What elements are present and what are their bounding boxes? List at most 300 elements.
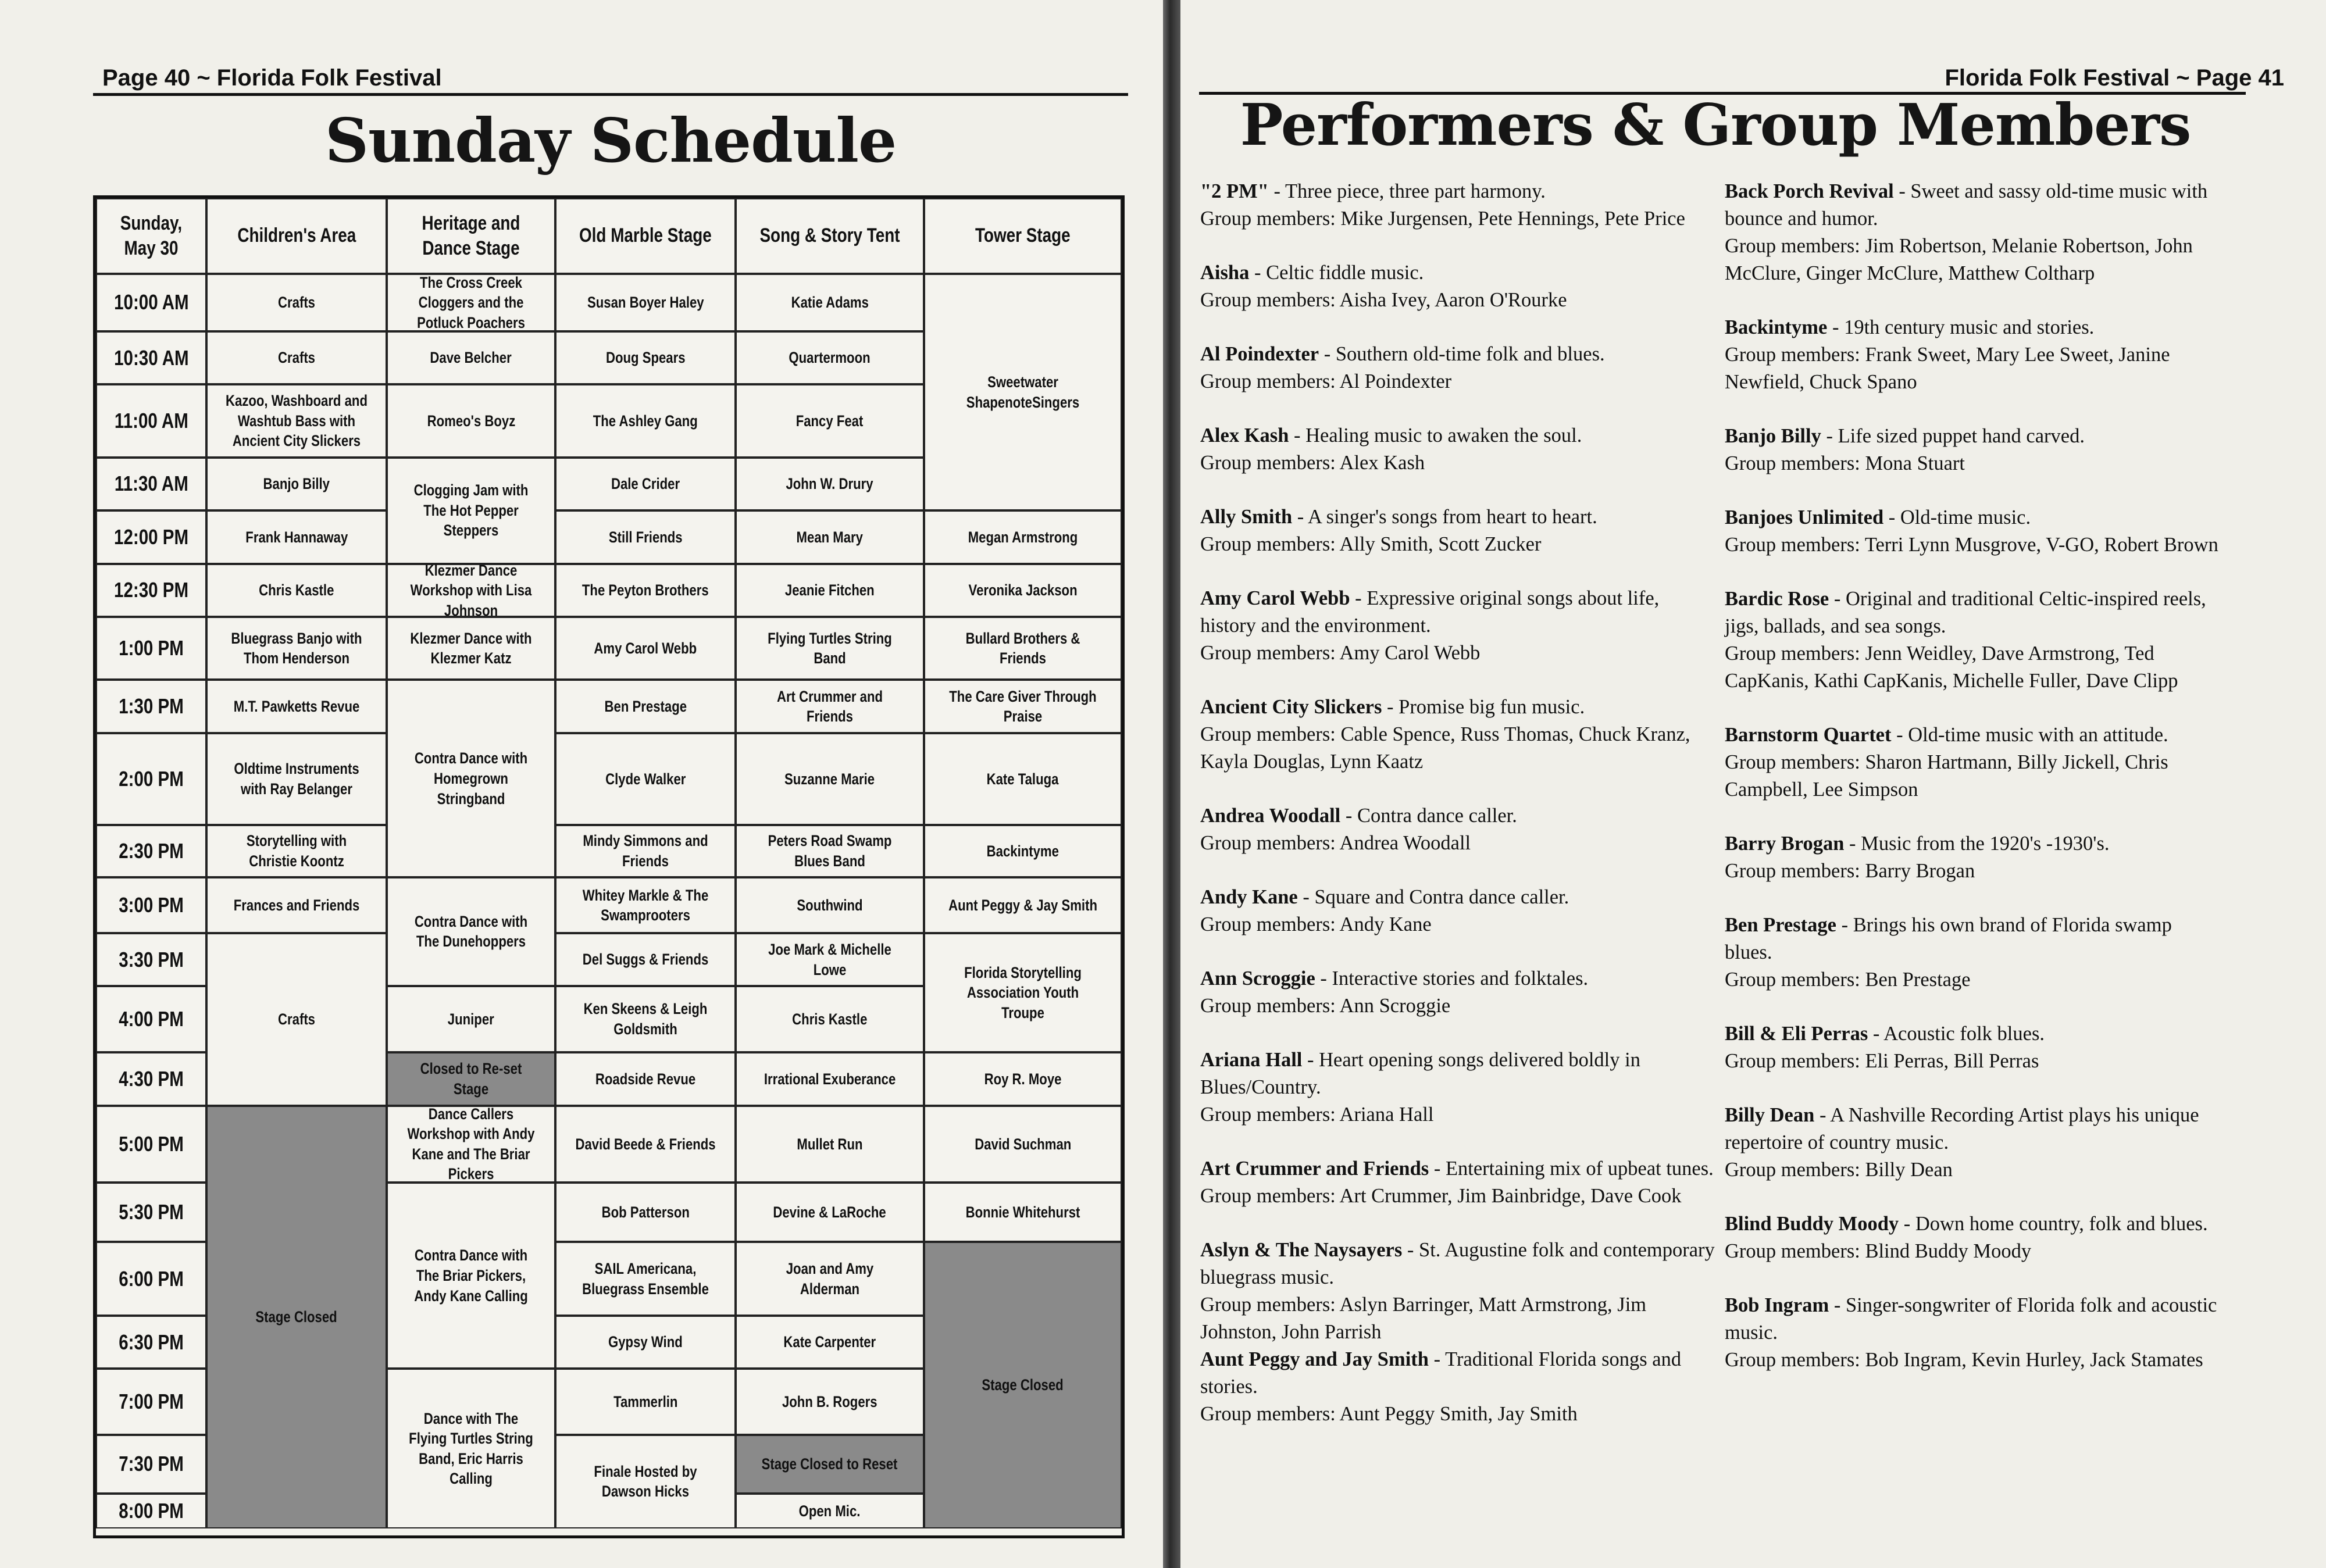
- schedule-event: [555, 933, 736, 985]
- group-members: Group members: Ariana Hall: [1200, 1103, 1434, 1126]
- schedule-event-label: Ken Skeens & Leigh Goldsmith: [583, 1000, 708, 1038]
- schedule-event: [206, 331, 387, 385]
- performer-description: - Brings his own brand of Florida swamp blues.: [1725, 914, 2172, 963]
- stage-closed-block-label: Stage Closed: [982, 1376, 1064, 1394]
- time-slot: [96, 1242, 206, 1315]
- schedule-event: [924, 1106, 1122, 1183]
- schedule-event-label: Mindy Simmons and Friends: [583, 832, 708, 870]
- performers-column-right: [1725, 178, 2219, 1401]
- schedule-event-label: Tammerlin: [613, 1392, 678, 1410]
- performer-name: Al Poindexter: [1200, 343, 1319, 365]
- schedule-event-label: Sweetwater ShapenoteSingers: [966, 373, 1080, 411]
- schedule-event-label: Bluegrass Banjo with Thom Henderson: [231, 629, 362, 667]
- schedule-event: [924, 933, 1122, 1052]
- schedule-event: [387, 274, 555, 331]
- schedule-event: [736, 825, 924, 877]
- performer-name: Barry Brogan: [1725, 833, 1845, 855]
- time-slot-label: 12:30 PM: [114, 578, 188, 602]
- time-slot-label: 7:30 PM: [119, 1452, 184, 1476]
- performer-description: - Traditional Florida songs and stories.: [1200, 1348, 1682, 1398]
- performer-name: Aslyn & The Naysayers: [1200, 1239, 1403, 1261]
- schedule-event: [555, 510, 736, 564]
- stage-header: [736, 198, 924, 274]
- time-slot-label: 2:30 PM: [119, 838, 184, 863]
- group-members: Group members: Art Crummer, Jim Bainbridge, Dave Cook: [1200, 1185, 1682, 1207]
- schedule-event: [736, 933, 924, 985]
- time-slot-label: 10:30 AM: [113, 345, 189, 370]
- schedule-event: [736, 1316, 924, 1369]
- performer-description: - Contra dance caller.: [1340, 805, 1517, 827]
- performer-entry: [1725, 585, 2219, 695]
- group-members: Group members: Ann Scroggie: [1200, 995, 1451, 1017]
- performer-entry: [1725, 314, 2219, 396]
- time-slot-label: 3:00 PM: [119, 893, 184, 917]
- performer-name: Andy Kane: [1200, 886, 1298, 908]
- schedule-event: [206, 877, 387, 933]
- schedule-event: [736, 510, 924, 564]
- schedule-event-label: The Ashley Gang: [593, 412, 698, 430]
- schedule-event-label: John W. Drury: [786, 475, 874, 493]
- time-slot-label: 11:30 AM: [114, 472, 188, 496]
- schedule-event: [387, 331, 555, 385]
- time-slot: [96, 564, 206, 617]
- stage-closed-block: [206, 1106, 387, 1528]
- right-running-head: Florida Folk Festival ~ Page 41: [1945, 65, 2284, 91]
- schedule-event-label: Devine & LaRoche: [773, 1203, 887, 1221]
- performer-name: Ally Smith: [1200, 506, 1293, 528]
- performer-entry: [1200, 1237, 1718, 1346]
- performer-name: Amy Carol Webb: [1200, 587, 1350, 609]
- time-slot: [96, 510, 206, 564]
- time-slot: [96, 1106, 206, 1183]
- performer-description: - A Nashville Recording Artist plays his unique repertoire of country music.: [1725, 1104, 2199, 1153]
- schedule-event: [206, 680, 387, 733]
- schedule-event-label: Susan Boyer Haley: [587, 294, 704, 312]
- performer-name: Barnstorm Quartet: [1725, 724, 1892, 746]
- schedule-event: [555, 986, 736, 1052]
- schedule-event-label: Klezmer Dance with Klezmer Katz: [410, 629, 532, 667]
- time-slot: [96, 1369, 206, 1434]
- group-members: Group members: Mike Jurgensen, Pete Hennings, Pete Price: [1200, 208, 1685, 230]
- time-slot: [96, 331, 206, 385]
- schedule-event: [555, 617, 736, 680]
- schedule-event-label: Art Crummer and Friends: [776, 687, 883, 726]
- performer-name: Backintyme: [1725, 316, 1828, 338]
- schedule-event: [555, 458, 736, 511]
- time-slot: [96, 458, 206, 511]
- schedule-event-label: Roy R. Moye: [984, 1070, 1062, 1088]
- schedule-event: [924, 274, 1122, 510]
- performer-description: - Music from the 1920's -1930's.: [1844, 833, 2110, 855]
- schedule-event: [206, 384, 387, 457]
- performer-name: Ben Prestage: [1725, 914, 1836, 936]
- schedule-event: [736, 458, 924, 511]
- performer-name: Back Porch Revival: [1725, 180, 1894, 202]
- schedule-event: [924, 825, 1122, 877]
- group-members: Group members: Aisha Ivey, Aaron O'Rourke: [1200, 289, 1567, 311]
- schedule-event-label: Kazoo, Washboard and Washtub Bass with Ancient City Slickers: [226, 392, 368, 450]
- performer-entry: [1725, 423, 2219, 477]
- group-members: Group members: Andy Kane: [1200, 913, 1432, 935]
- performer-name: Art Crummer and Friends: [1200, 1158, 1429, 1180]
- performer-description: - Square and Contra dance caller.: [1297, 886, 1569, 908]
- time-slot: [96, 733, 206, 825]
- time-slot-label: 4:30 PM: [119, 1066, 184, 1091]
- schedule-event-label: Del Suggs & Friends: [582, 951, 709, 969]
- schedule-event: [387, 986, 555, 1052]
- schedule-event-label: Clogging Jam with The Hot Pepper Steppers: [413, 481, 529, 540]
- schedule-event: [387, 617, 555, 680]
- schedule-event: [924, 733, 1122, 825]
- group-members: Group members: Ally Smith, Scott Zucker: [1200, 533, 1542, 555]
- performer-entry: [1200, 802, 1718, 857]
- performer-description: - Expressive original songs about life, history and the environment.: [1200, 587, 1660, 637]
- performer-name: Ariana Hall: [1200, 1049, 1303, 1071]
- performer-name: Bardic Rose: [1725, 588, 1829, 610]
- performer-description: - Three piece, three part harmony.: [1268, 180, 1546, 202]
- stage-header-label: Heritage and Dance Stage: [422, 212, 520, 260]
- schedule-event-label: Bonnie Whitehurst: [965, 1203, 1080, 1221]
- performer-entry: [1725, 1292, 2219, 1374]
- schedule-event: [736, 564, 924, 617]
- schedule-event: [555, 1052, 736, 1106]
- group-members: Group members: Amy Carol Webb: [1200, 642, 1480, 664]
- time-slot: [96, 1052, 206, 1106]
- schedule-event-label: Katie Adams: [791, 294, 869, 312]
- stage-header: [387, 198, 555, 274]
- schedule-event-label: Clyde Walker: [605, 770, 686, 788]
- stage-closed-block: [387, 1052, 555, 1106]
- schedule-event-label: Open Mic.: [799, 1502, 861, 1520]
- performer-description: - Original and traditional Celtic-inspired reels, jigs, ballads, and sea songs.: [1725, 588, 2206, 637]
- schedule-event: [924, 1052, 1122, 1106]
- schedule-event: [387, 561, 555, 619]
- schedule-event-label: Gypsy Wind: [608, 1333, 683, 1351]
- schedule-event: [736, 331, 924, 385]
- performer-description: - Singer-songwriter of Florida folk and acoustic music.: [1725, 1294, 2217, 1344]
- group-members: Group members: Frank Sweet, Mary Lee Sweet, Janine Newfield, Chuck Spano: [1725, 344, 2170, 393]
- schedule-event: [555, 1369, 736, 1434]
- schedule-event-label: Florida Storytelling Association Youth Troupe: [964, 963, 1082, 1022]
- schedule-event: [736, 1494, 924, 1528]
- group-members: Group members: Eli Perras, Bill Perras: [1725, 1050, 2039, 1072]
- group-members: Group members: Billy Dean: [1725, 1159, 1953, 1181]
- performer-entry: [1725, 1102, 2219, 1184]
- schedule-event: [206, 825, 387, 877]
- performer-description: - Down home country, folk and blues.: [1899, 1213, 2208, 1235]
- schedule-event: [736, 384, 924, 457]
- performer-name: Alex Kash: [1200, 424, 1289, 447]
- stage-closed-block: [924, 1242, 1122, 1528]
- time-slot: [96, 274, 206, 331]
- schedule-event-label: Southwind: [797, 896, 863, 914]
- schedule-event-label: Crafts: [278, 294, 315, 312]
- schedule-event: [555, 564, 736, 617]
- performer-entry: [1200, 178, 1718, 233]
- performer-entry: [1725, 830, 2219, 885]
- schedule-event-label: Aunt Peggy & Jay Smith: [948, 896, 1097, 914]
- stage-header: [555, 198, 736, 274]
- time-slot-label: 12:00 PM: [114, 524, 188, 549]
- schedule-event: [206, 458, 387, 511]
- performer-description: - Old-time music.: [1883, 506, 2031, 528]
- performer-name: "2 PM": [1200, 180, 1269, 202]
- schedule-event-label: Dale Crider: [611, 475, 680, 493]
- performer-name: Bob Ingram: [1725, 1294, 1829, 1316]
- schedule-event-label: Joe Mark & Michelle Lowe: [768, 941, 891, 978]
- time-slot: [96, 680, 206, 733]
- group-members: Group members: Blind Buddy Moody: [1725, 1240, 2032, 1262]
- schedule-event: [555, 877, 736, 933]
- performer-entry: [1200, 1046, 1718, 1128]
- performer-name: Banjo Billy: [1725, 425, 1821, 447]
- performer-entry: [1725, 504, 2219, 559]
- schedule-event-label: Dave Belcher: [430, 349, 512, 367]
- schedule-event-label: Bullard Brothers & Friends: [965, 629, 1080, 667]
- time-slot: [96, 384, 206, 457]
- schedule-event-label: David Beede & Friends: [575, 1135, 716, 1153]
- time-slot-label: 10:00 AM: [113, 290, 189, 315]
- time-slot: [96, 1494, 206, 1528]
- schedule-event: [736, 1183, 924, 1242]
- schedule-event-label: Fancy Feat: [796, 412, 864, 430]
- schedule-event-label: Flying Turtles String Band: [768, 629, 892, 667]
- performer-entry: [1200, 965, 1718, 1020]
- schedule-event: [555, 274, 736, 331]
- performer-name: Andrea Woodall: [1200, 805, 1341, 827]
- performer-description: - Interactive stories and folktales.: [1315, 967, 1589, 990]
- schedule-event-label: Mullet Run: [797, 1135, 863, 1153]
- performers-title: Performers & Group Members: [1240, 92, 2191, 159]
- performer-entry: [1200, 503, 1718, 558]
- schedule-event: [387, 877, 555, 986]
- performer-entry: [1725, 1210, 2219, 1265]
- schedule-corner-label: [96, 198, 206, 274]
- group-members: Group members: Terri Lynn Musgrove, V-GO, Robert Brown: [1725, 534, 2218, 556]
- page-gutter: [1163, 0, 1180, 1568]
- performer-description: - Heart opening songs delivered boldly in Blues/Country.: [1200, 1049, 1640, 1098]
- schedule-event-label: Chris Kastle: [259, 581, 334, 599]
- schedule-event: [924, 564, 1122, 617]
- schedule-event: [206, 510, 387, 564]
- time-slot: [96, 877, 206, 933]
- schedule-event-label: John B. Rogers: [782, 1392, 877, 1410]
- performer-entry: [1200, 341, 1718, 395]
- schedule-event-label: Frances and Friends: [233, 896, 360, 914]
- schedule-event-label: Contra Dance with Homegrown Stringband: [414, 749, 528, 808]
- schedule-event: [206, 933, 387, 1105]
- schedule-event-label: The Peyton Brothers: [582, 581, 709, 599]
- performer-description: - A singer's songs from heart to heart.: [1292, 506, 1597, 528]
- stage-closed-block: [736, 1435, 924, 1494]
- time-slot-label: 4:00 PM: [119, 1006, 184, 1031]
- schedule-event: [555, 825, 736, 877]
- time-slot-label: 5:30 PM: [119, 1200, 184, 1224]
- performer-description: - Entertaining mix of upbeat tunes.: [1429, 1158, 1714, 1180]
- schedule-title: Sunday Schedule: [324, 105, 897, 176]
- schedule-event: [387, 1106, 555, 1183]
- performer-entry: [1200, 422, 1718, 477]
- right-page: [1180, 0, 2326, 1568]
- schedule-event-label: Kate Carpenter: [783, 1333, 876, 1351]
- group-members: Group members: Mona Stuart: [1725, 452, 1965, 474]
- schedule-event: [555, 1106, 736, 1183]
- schedule-event-label: Still Friends: [608, 528, 683, 546]
- performer-entry: [1725, 178, 2219, 287]
- time-slot: [96, 1183, 206, 1242]
- stage-header-label: Children's Area: [237, 224, 356, 247]
- time-slot-label: 3:30 PM: [119, 947, 184, 971]
- schedule-event: [736, 986, 924, 1052]
- left-running-head: Page 40 ~ Florida Folk Festival: [102, 65, 442, 91]
- time-slot-label: 5:00 PM: [119, 1131, 184, 1156]
- stage-header-label: Tower Stage: [975, 224, 1071, 247]
- stage-header: [206, 198, 387, 274]
- group-members: Group members: Ben Prestage: [1725, 969, 1971, 991]
- group-members: Group members: Jenn Weidley, Dave Armstrong, Ted CapKanis, Kathi CapKanis, Michelle Fuller, Dave Clipp: [1725, 642, 2178, 692]
- performer-name: Aisha: [1200, 262, 1250, 284]
- schedule-event: [924, 510, 1122, 564]
- time-slot-label: 6:30 PM: [119, 1330, 184, 1354]
- left-header-rule: [93, 93, 1128, 96]
- schedule-corner-label-label: Sunday, May 30: [120, 212, 183, 260]
- group-members: Group members: Barry Brogan: [1725, 860, 1975, 882]
- schedule-event: [387, 1369, 555, 1528]
- schedule-event-label: Quartermoon: [789, 349, 871, 367]
- time-slot-label: 8:00 PM: [119, 1498, 184, 1523]
- group-members: Group members: Andrea Woodall: [1200, 832, 1471, 854]
- schedule-event: [924, 877, 1122, 933]
- time-slot-label: 1:30 PM: [119, 694, 184, 719]
- schedule-event-label: Jeanie Fitchen: [785, 581, 875, 599]
- stage-header: [924, 198, 1122, 274]
- schedule-event-label: Mean Mary: [796, 528, 864, 546]
- time-slot-label: 7:00 PM: [119, 1389, 184, 1413]
- schedule-event-label: Klezmer Dance Workshop with Lisa Johnson: [410, 561, 532, 619]
- schedule-event-label: Doug Spears: [605, 349, 686, 367]
- performer-description: - 19th century music and stories.: [1827, 316, 2095, 338]
- schedule-event-label: Amy Carol Webb: [594, 640, 697, 657]
- group-members: Group members: Cable Spence, Russ Thomas, Chuck Kranz, Kayla Douglas, Lynn Kaatz: [1200, 723, 1690, 773]
- time-slot: [96, 825, 206, 877]
- schedule-event-label: Contra Dance with The Briar Pickers, Andy Kane Calling: [414, 1246, 528, 1305]
- time-slot-label: 11:00 AM: [114, 408, 188, 433]
- schedule-event-label: Whitey Markle & The Swamprooters: [582, 886, 709, 924]
- schedule-event-label: Veronika Jackson: [968, 581, 1078, 599]
- schedule-event-label: Frank Hannaway: [245, 528, 348, 546]
- schedule-event-label: Crafts: [278, 349, 315, 367]
- time-slot: [96, 617, 206, 680]
- time-slot-label: 6:00 PM: [119, 1266, 184, 1291]
- schedule-event: [555, 1316, 736, 1369]
- schedule-event-label: Megan Armstrong: [968, 528, 1078, 546]
- schedule-event-label: Juniper: [448, 1010, 494, 1028]
- schedule-event-label: Kate Taluga: [987, 770, 1059, 788]
- schedule-event-label: Finale Hosted by Dawson Hicks: [594, 1462, 697, 1501]
- schedule-event-label: Backintyme: [986, 842, 1059, 860]
- stage-closed-block-label: Stage Closed to Reset: [762, 1455, 898, 1473]
- group-members: Group members: Alex Kash: [1200, 452, 1425, 474]
- schedule-event: [736, 274, 924, 331]
- performer-entry: [1200, 585, 1718, 667]
- schedule-event: [387, 384, 555, 457]
- performers-column-left: [1200, 178, 1718, 1455]
- schedule-event: [924, 617, 1122, 680]
- stage-header-label: Old Marble Stage: [579, 224, 712, 247]
- performer-entry: [1200, 884, 1718, 938]
- schedule-event: [555, 384, 736, 457]
- time-slot: [96, 1316, 206, 1369]
- schedule-event-label: Ben Prestage: [604, 697, 687, 715]
- schedule-event: [206, 733, 387, 825]
- group-members: Group members: Jim Robertson, Melanie Robertson, John McClure, Ginger McClure, Matthew Coltharp: [1725, 235, 2193, 284]
- schedule-event-label: Chris Kastle: [792, 1010, 868, 1028]
- performer-description: - Life sized puppet hand carved.: [1821, 425, 2085, 447]
- performer-name: Banjoes Unlimited: [1725, 506, 1884, 528]
- schedule-event-label: Suzanne Marie: [784, 770, 875, 788]
- schedule-event-label: Romeo's Boyz: [427, 412, 515, 430]
- performer-entry: [1200, 1346, 1718, 1428]
- schedule-event-label: The Care Giver Through Praise: [949, 687, 1097, 726]
- group-members: Group members: Aslyn Barringer, Matt Armstrong, Jim Johnston, John Parrish: [1200, 1294, 1647, 1343]
- performer-entry: [1725, 1020, 2219, 1075]
- group-members: Group members: Aunt Peggy Smith, Jay Smith: [1200, 1403, 1578, 1425]
- schedule-event: [387, 680, 555, 877]
- time-slot: [96, 1435, 206, 1494]
- group-members: Group members: Sharon Hartmann, Billy Jickell, Chris Campbell, Lee Simpson: [1725, 751, 2168, 801]
- time-slot-label: 1:00 PM: [119, 636, 184, 660]
- schedule-event: [387, 1183, 555, 1369]
- schedule-event-label: Oldtime Instruments with Ray Belanger: [234, 760, 359, 798]
- schedule-event: [555, 680, 736, 733]
- schedule-event: [736, 1369, 924, 1434]
- schedule-event: [555, 733, 736, 825]
- schedule-event: [206, 617, 387, 680]
- schedule-event: [206, 274, 387, 331]
- schedule-event: [736, 1106, 924, 1183]
- schedule-event: [555, 1435, 736, 1528]
- schedule-event: [736, 1242, 924, 1315]
- performer-description: - Old-time music with an attitude.: [1891, 724, 2168, 746]
- performer-entry: [1725, 912, 2219, 994]
- schedule-event: [736, 877, 924, 933]
- schedule-event: [736, 733, 924, 825]
- schedule-event-label: Storytelling with Christie Koontz: [246, 832, 347, 870]
- schedule-event-label: Joan and Amy Alderman: [786, 1260, 874, 1298]
- performer-description: - Sweet and sassy old-time music with bounce and humor.: [1725, 180, 2208, 230]
- schedule-event: [555, 1183, 736, 1242]
- schedule-grid: [93, 195, 1125, 1538]
- performer-description: - Healing music to awaken the soul.: [1289, 424, 1582, 447]
- schedule-event: [555, 1242, 736, 1315]
- performer-name: Bill & Eli Perras: [1725, 1023, 1868, 1045]
- performer-name: Aunt Peggy and Jay Smith: [1200, 1348, 1429, 1370]
- time-slot: [96, 986, 206, 1052]
- performer-name: Blind Buddy Moody: [1725, 1213, 1899, 1235]
- schedule-event-label: Bob Patterson: [601, 1203, 690, 1221]
- schedule-event: [736, 1052, 924, 1106]
- performer-entry: [1200, 259, 1718, 314]
- performer-entry: [1725, 722, 2219, 803]
- performer-entry: [1200, 694, 1718, 776]
- schedule-event-label: David Suchman: [974, 1135, 1072, 1153]
- schedule-event-label: Contra Dance with The Dunehoppers: [414, 912, 528, 951]
- schedule-event-label: Dance with The Flying Turtles String Band, Eric Harris Calling: [409, 1409, 533, 1488]
- schedule-event: [206, 564, 387, 617]
- performer-description: - Acoustic folk blues.: [1868, 1023, 2045, 1045]
- schedule-event: [736, 617, 924, 680]
- performer-name: Ann Scroggie: [1200, 967, 1315, 990]
